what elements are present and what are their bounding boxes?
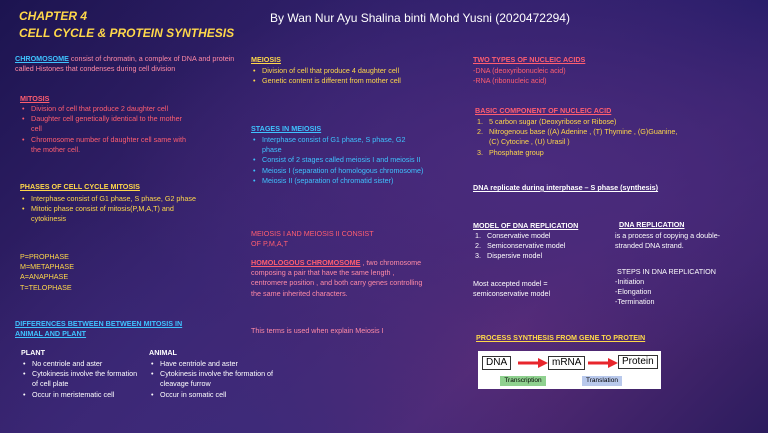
dna-replication-heading: DNA REPLICATION bbox=[619, 220, 685, 229]
list-item: • No centriole and aster bbox=[21, 359, 139, 369]
list-item: • Cytokinesis involve the formation of cell plate bbox=[21, 369, 139, 389]
phases-mitosis-list bbox=[20, 194, 198, 225]
list-item: -Elongation bbox=[615, 287, 652, 297]
list-item: • Occur in meristematic cell bbox=[21, 390, 139, 400]
dna-replication-text: is a process of copying a double-stranded DNA strand. bbox=[615, 231, 721, 251]
mitosis-list bbox=[20, 104, 192, 155]
list-item: -Initiation bbox=[615, 277, 645, 286]
nucleic-types-list bbox=[473, 66, 566, 86]
list-item: • Mitotic phase consist of mitosis(P,M,A,T) and cytokinesis bbox=[20, 204, 198, 224]
list-item: • Cytokinesis involve the formation of cleavage furrow bbox=[149, 369, 277, 389]
meiosis-consist-note: MEIOSIS I AND MEIOSIS II CONSIST OF P,M,A,T bbox=[251, 229, 374, 249]
translation-label: Translation bbox=[582, 376, 622, 386]
homologous-note: This terms is used when explain Meiosis I bbox=[251, 326, 384, 335]
list-item-text: 5 carbon sugar (Deoxyribose or Ribose) bbox=[489, 117, 617, 126]
dna-box: DNA bbox=[482, 356, 511, 370]
list-item: • Division of cell that produce 2 daughter cell bbox=[20, 104, 192, 114]
arrow-right-icon bbox=[588, 358, 618, 368]
chromosome-term: CHROMOSOME bbox=[15, 54, 69, 63]
list-item: • Interphase consist of G1 phase, S phase, G2 phase bbox=[20, 194, 198, 204]
homologous-definition bbox=[251, 258, 431, 299]
phases-mitosis-heading: PHASES OF CELL CYCLE MITOSIS bbox=[20, 182, 140, 191]
page-title: CELL CYCLE & PROTEIN SYNTHESIS bbox=[19, 26, 235, 40]
steps-replication-list bbox=[615, 277, 655, 308]
list-item: 3. Dispersive model bbox=[475, 251, 543, 261]
list-item: 1. 5 carbon sugar (Deoxyribose or Ribose) bbox=[477, 117, 617, 126]
stages-meiosis-list bbox=[251, 135, 426, 186]
list-item-text: Dispersive model bbox=[487, 251, 543, 261]
dna-replicate-line: DNA replicate during interphase – S phase (synthesis) bbox=[473, 183, 659, 192]
pmat-legend bbox=[20, 252, 74, 293]
chromosome-definition bbox=[15, 54, 243, 74]
list-item: • Interphase consist of G1 phase, S phase, G2 phase bbox=[251, 135, 426, 155]
pmat-item: T=TELOPHASE bbox=[20, 282, 72, 292]
process-diagram bbox=[478, 351, 661, 389]
stages-meiosis-heading: STAGES IN MEIOSIS bbox=[251, 124, 322, 133]
model-replication-list bbox=[473, 231, 603, 262]
list-item-text: Conservative model bbox=[487, 231, 551, 240]
mitosis-heading: MITOSIS bbox=[20, 94, 50, 103]
arrow-right-icon bbox=[518, 358, 548, 368]
list-item-text: Nitrogenous base ((A) Adenine , (T) Thymine , (G)Guanine, (C) Cytocine , (U) Urasil ) bbox=[489, 127, 678, 147]
list-item: -Termination bbox=[615, 297, 655, 307]
list-item: • Meiosis I (separation of homologous chromosome) bbox=[251, 166, 426, 176]
homologous-text: , two chromosome composing a pair that have the same length , centromere position , and both carry genes controlling the same inherited characters. bbox=[251, 258, 423, 298]
list-item: • Division of cell that produce 4 daughter cell bbox=[251, 66, 426, 76]
mrna-box: mRNA bbox=[548, 356, 585, 370]
list-item: 2. Semiconservative model bbox=[475, 241, 566, 251]
transcription-label: Transcription bbox=[500, 376, 546, 386]
pmat-item: P=PROPHASE bbox=[20, 252, 69, 261]
protein-box: Protein bbox=[618, 355, 658, 369]
process-synthesis-heading: PROCESS SYNTHESIS FROM GENE TO PROTEIN bbox=[476, 333, 646, 342]
most-accepted-model: Most accepted model = semiconservative model bbox=[473, 279, 551, 299]
list-item: 1. Conservative model bbox=[475, 231, 551, 240]
differences-heading: DIFFERENCES BETWEEN BETWEEN MITOSIS IN ANIMAL AND PLANT bbox=[15, 319, 183, 339]
list-item: 2. Nitrogenous base ((A) Adenine , (T) Thymine , (G)Guanine, (C) Cytocine , (U) Urasil ) bbox=[477, 127, 678, 147]
animal-label: ANIMAL bbox=[149, 348, 177, 357]
list-item-text: Semiconservative model bbox=[487, 241, 566, 251]
list-item: 3. Phosphate group bbox=[477, 147, 544, 157]
list-item: -RNA (ribonucleic acid) bbox=[473, 76, 547, 86]
list-item: • Meiosis II (separation of chromatid sister) bbox=[251, 176, 426, 186]
list-item: • Chromosome number of daughter cell same with the mother cell. bbox=[20, 135, 192, 155]
pmat-item: M=METAPHASE bbox=[20, 262, 74, 272]
plant-list bbox=[21, 359, 139, 400]
chromosome-text: consist of chromatin, a complex of DNA and protein called Histones that condenses during cell division bbox=[15, 54, 235, 74]
list-item-text: Phosphate group bbox=[489, 147, 544, 157]
list-item: • Have centriole and aster bbox=[149, 359, 277, 369]
nucleic-types-heading: TWO TYPES OF NUCLEIC ACIDS bbox=[473, 55, 586, 64]
pmat-item: A=ANAPHASE bbox=[20, 272, 69, 282]
basic-component-heading: BASIC COMPONENT OF NUCLEIC ACID bbox=[475, 106, 612, 115]
list-item: • Consist of 2 stages called meiosis I and meiosis II bbox=[251, 155, 426, 165]
plant-label: PLANT bbox=[21, 348, 45, 357]
model-replication-heading: MODEL OF DNA REPLICATION bbox=[473, 221, 579, 230]
steps-replication-heading: STEPS IN DNA REPLICATION bbox=[617, 267, 716, 276]
basic-component-list bbox=[475, 117, 685, 158]
meiosis-list bbox=[251, 66, 426, 86]
homologous-term: HOMOLOGOUS CHROMOSOME bbox=[251, 258, 361, 267]
list-item: -DNA (deoxyribonucleic acid) bbox=[473, 66, 566, 75]
animal-list bbox=[149, 359, 277, 400]
list-item: • Genetic content is different from mother cell bbox=[251, 76, 426, 86]
list-item: • Occur in somatic cell bbox=[149, 390, 277, 400]
meiosis-heading: MEIOSIS bbox=[251, 55, 281, 64]
author-line: By Wan Nur Ayu Shalina binti Mohd Yusni (2020472294) bbox=[270, 11, 570, 25]
chapter-label: CHAPTER 4 bbox=[19, 9, 88, 23]
list-item: • Daughter cell genetically identical to the mother cell bbox=[20, 114, 192, 134]
